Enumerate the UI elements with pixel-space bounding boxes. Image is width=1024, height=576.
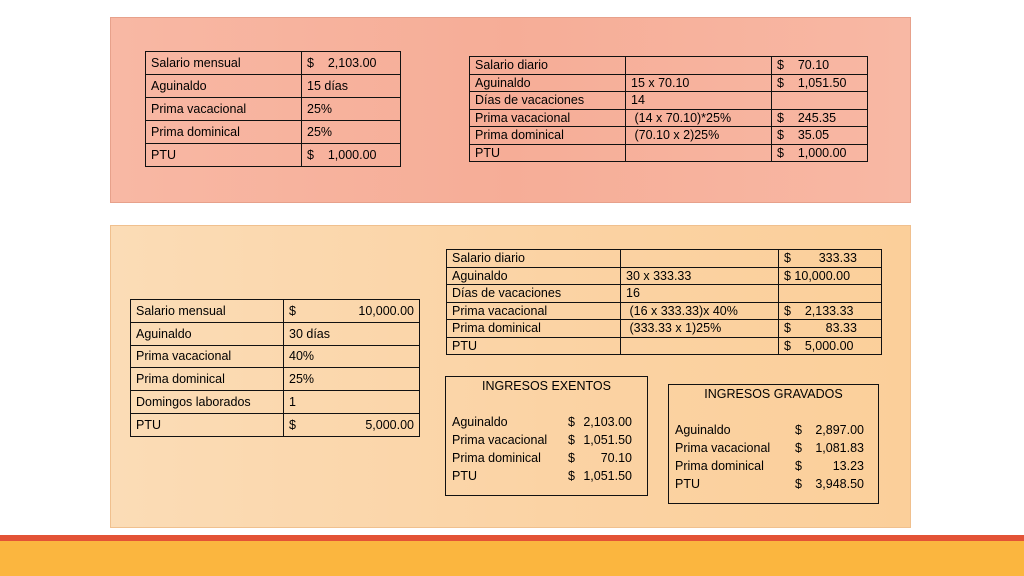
amount: 2,103.00: [583, 415, 632, 429]
box-title: INGRESOS EXENTOS: [482, 379, 611, 393]
amount: 5,000.00: [365, 417, 414, 432]
table-cell: [621, 250, 779, 268]
table-cell: Aguinaldo: [146, 75, 302, 98]
item-label: PTU: [452, 469, 477, 483]
table-cell: 1: [284, 391, 420, 414]
table-cell: $ 2,103.00: [302, 52, 401, 75]
item-label: PTU: [675, 477, 700, 491]
table-cell: [284, 413, 420, 436]
table-row: [131, 300, 420, 323]
table-cell: 25%: [302, 98, 401, 121]
table-cell: PTU: [470, 144, 626, 162]
table-cell: $ 333.33: [779, 250, 882, 268]
table-cell: 30 días: [284, 322, 420, 345]
table-cell: (16 x 333.33)x 40%: [621, 302, 779, 320]
table-row: [447, 285, 882, 303]
table-cell: $ 1,000.00: [772, 144, 868, 162]
table-cell: PTU: [146, 144, 302, 167]
table-cell: Domingos laborados: [131, 391, 284, 414]
table-cell: 25%: [284, 368, 420, 391]
table-row: [470, 57, 868, 75]
table-cell: (70.10 x 2)25%: [626, 127, 772, 145]
table-cell: Prima vacacional: [131, 345, 284, 368]
currency-sign: $: [795, 459, 802, 473]
table-cell: [626, 57, 772, 75]
table-cell: PTU: [447, 337, 621, 355]
table-cell: Prima dominical: [131, 368, 284, 391]
table-cell: Salario mensual: [146, 52, 302, 75]
table-cell: $ 10,000.00: [779, 267, 882, 285]
ingresos-gravados-box: [668, 384, 879, 504]
currency-sign: $: [795, 423, 802, 437]
box-title: INGRESOS GRAVADOS: [704, 387, 843, 401]
currency-sign: $: [795, 441, 802, 455]
table-cell: Días de vacaciones: [470, 92, 626, 110]
table-cell: (14 x 70.10)*25%: [626, 109, 772, 127]
bottom-calculation-table: [446, 249, 882, 355]
table-row: [146, 144, 401, 167]
list-item: [669, 457, 878, 475]
amount: 10,000.00: [358, 303, 414, 318]
table-row: [447, 250, 882, 268]
table-row: [131, 391, 420, 414]
table-cell: $ 1,000.00: [302, 144, 401, 167]
table-row: [146, 98, 401, 121]
currency-sign: $: [289, 303, 296, 318]
table-row: [131, 368, 420, 391]
table-cell: Salario diario: [447, 250, 621, 268]
item-label: Aguinaldo: [452, 415, 508, 429]
table-cell: 15 días: [302, 75, 401, 98]
table-cell: $ 35.05: [772, 127, 868, 145]
table-cell: 25%: [302, 121, 401, 144]
table-cell: 14: [626, 92, 772, 110]
item-label: Prima vacacional: [675, 441, 771, 455]
table-row: [470, 144, 868, 162]
amount: 1,051.50: [583, 433, 632, 447]
amount: 3,948.50: [815, 477, 864, 491]
list-item: [446, 467, 647, 485]
table-row: [447, 337, 882, 355]
item-label: Aguinaldo: [675, 423, 731, 437]
bottom-input-table: [130, 299, 420, 437]
currency-sign: $: [795, 477, 802, 491]
currency-sign: $: [568, 469, 575, 483]
table-row: [146, 121, 401, 144]
table-cell: [626, 144, 772, 162]
table-cell: 40%: [284, 345, 420, 368]
table-row: [470, 92, 868, 110]
table-cell: $ 83.33: [779, 320, 882, 338]
table-row: [470, 109, 868, 127]
list-item: [446, 431, 647, 449]
currency-sign: $: [568, 415, 575, 429]
table-cell: PTU: [131, 413, 284, 436]
table-cell: [772, 92, 868, 110]
currency-sign: $: [568, 433, 575, 447]
amount: 13.23: [832, 459, 864, 473]
item-label: Prima dominical: [452, 451, 541, 465]
table-row: [146, 75, 401, 98]
table-cell: $ 2,133.33: [779, 302, 882, 320]
table-cell: $ 1,051.50: [772, 74, 868, 92]
table-row: [470, 74, 868, 92]
table-cell: [284, 300, 420, 323]
table-cell: Prima vacacional: [470, 109, 626, 127]
table-cell: Prima dominical: [447, 320, 621, 338]
table-cell: Prima vacacional: [146, 98, 302, 121]
table-cell: Salario diario: [470, 57, 626, 75]
list-item: [669, 475, 878, 493]
table-cell: Salario mensual: [131, 300, 284, 323]
table-cell: Aguinaldo: [470, 74, 626, 92]
table-row: [447, 302, 882, 320]
table-cell: (333.33 x 1)25%: [621, 320, 779, 338]
table-row: [447, 267, 882, 285]
currency-sign: $: [289, 417, 296, 432]
currency-sign: $: [568, 451, 575, 465]
amount: 70.10: [600, 451, 632, 465]
ingresos-exentos-box: [445, 376, 648, 496]
table-row: [131, 345, 420, 368]
table-cell: Prima dominical: [146, 121, 302, 144]
item-label: Prima vacacional: [452, 433, 548, 447]
table-cell: $ 5,000.00: [779, 337, 882, 355]
list-item: [669, 421, 878, 439]
table-row: [131, 413, 420, 436]
top-calculation-table: [469, 56, 868, 162]
table-cell: Prima dominical: [470, 127, 626, 145]
table-cell: [621, 337, 779, 355]
list-item: [669, 439, 878, 457]
table-row: [470, 127, 868, 145]
amount: 1,051.50: [583, 469, 632, 483]
table-cell: 15 x 70.10: [626, 74, 772, 92]
table-cell: 16: [621, 285, 779, 303]
list-item: [446, 449, 647, 467]
table-cell: [779, 285, 882, 303]
table-cell: Días de vacaciones: [447, 285, 621, 303]
table-cell: Aguinaldo: [447, 267, 621, 285]
amount: 2,897.00: [815, 423, 864, 437]
top-input-table: [145, 51, 401, 167]
table-cell: Prima vacacional: [447, 302, 621, 320]
table-row: [131, 322, 420, 345]
footer-stripe-orange: [0, 541, 1024, 576]
list-item: [446, 413, 647, 431]
table-cell: Aguinaldo: [131, 322, 284, 345]
item-label: Prima dominical: [675, 459, 764, 473]
table-row: [146, 52, 401, 75]
table-cell: $ 245.35: [772, 109, 868, 127]
table-cell: $ 70.10: [772, 57, 868, 75]
amount: 1,081.83: [815, 441, 864, 455]
table-row: [447, 320, 882, 338]
table-cell: 30 x 333.33: [621, 267, 779, 285]
